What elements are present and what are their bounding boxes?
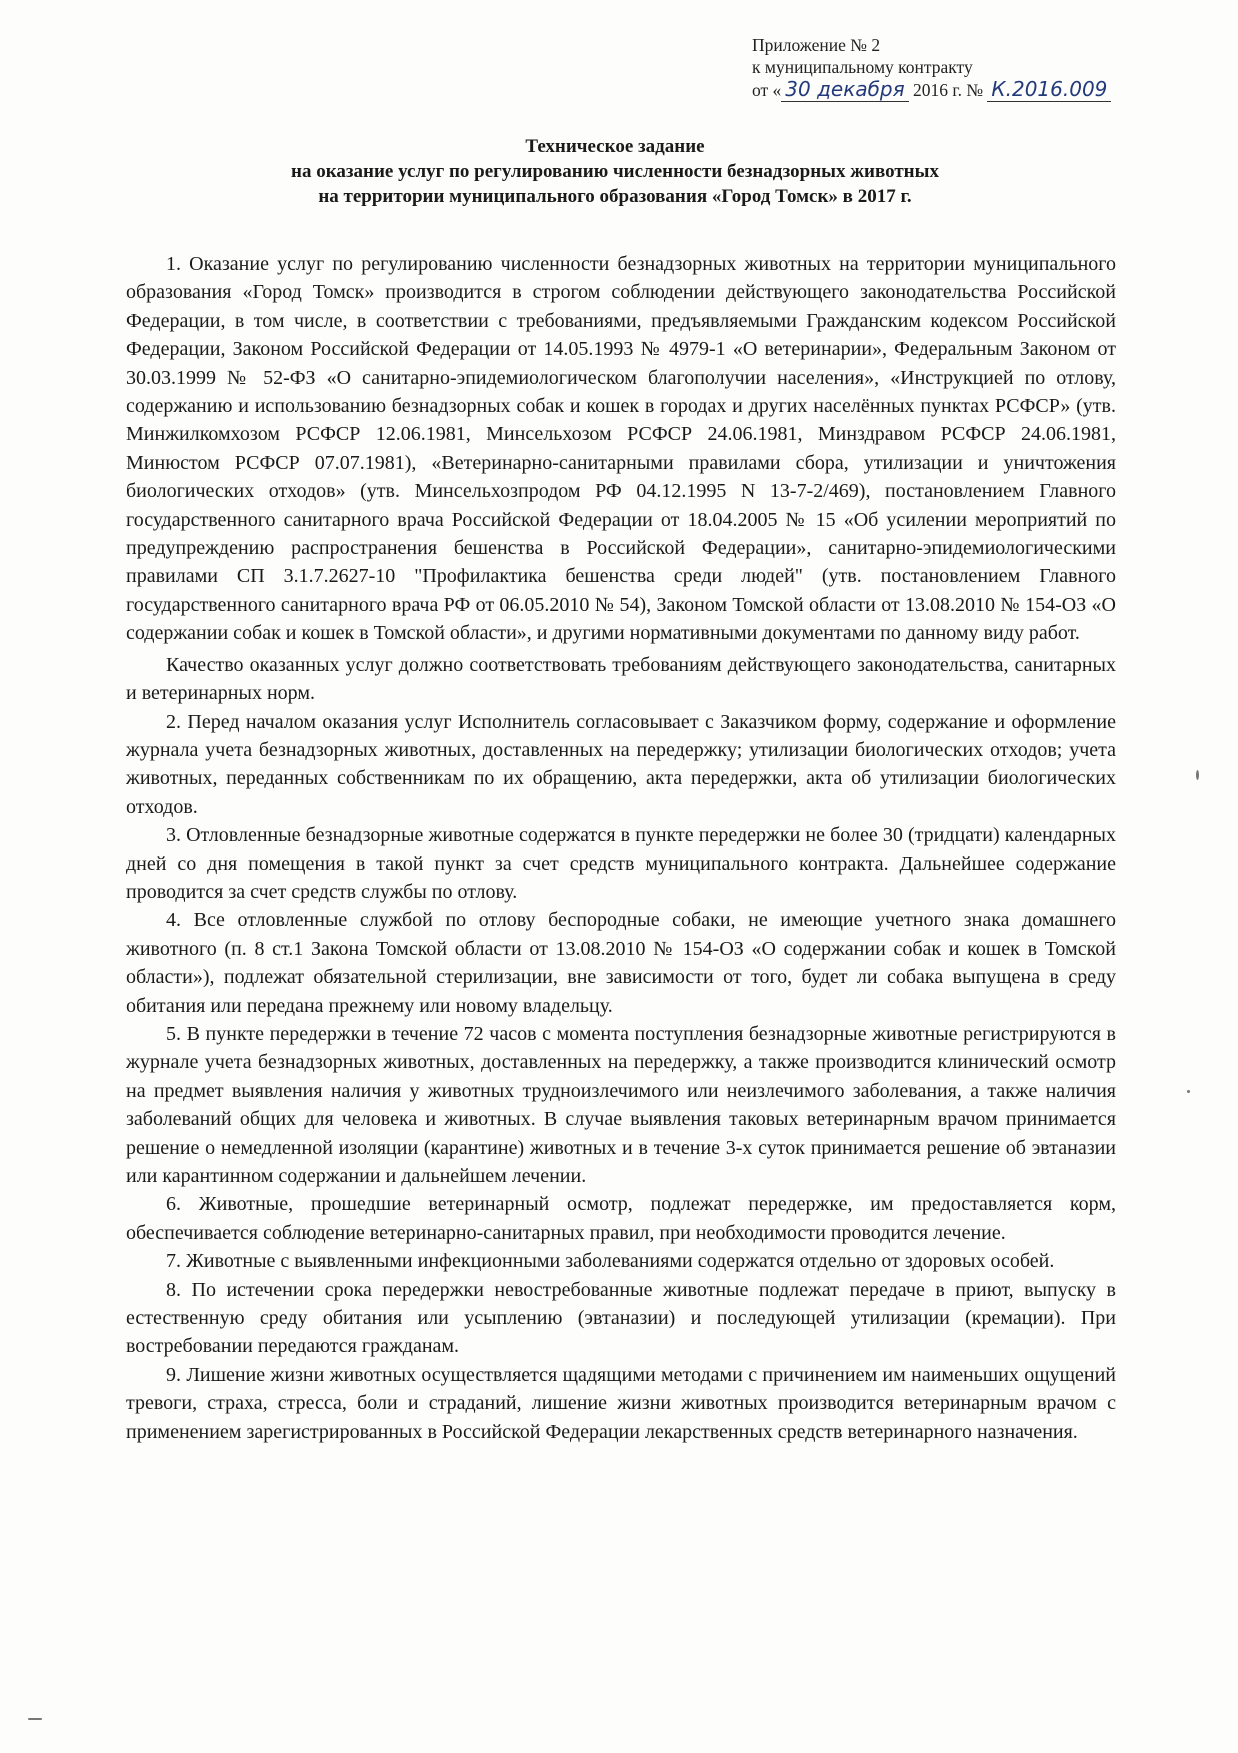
paragraph-4: 4. Все отловленные службой по отлову беспородные собаки, не имеющие учетного знака домашнего животного (п. 8 ст.1 Закона Томской области от 13.08.2010 № 154-ОЗ «О содержании собак и кошек в Томской области»), подлежат обязательной стерилизации, вне зависимости от того, будет ли собака выпущена в среду обитания или передана прежнему или новому владельцу.: [126, 909, 1116, 1017]
paragraph-2: 2. Перед началом оказания услуг Исполнитель согласовывает с Заказчиком форму, содержание и оформление журнала учета безнадзорных животных, доставленных на передержку; утилизации биологических отходов; учета животных, переданных собственникам по их обращению, акта передержки, акта об утилизации биологических отходов.: [126, 710, 1116, 818]
handwritten-contract-number: К.2016.009: [987, 77, 1111, 102]
annex-year: 2016 г. №: [913, 80, 984, 100]
annex-contract-ref: к муниципальному контракту: [752, 57, 973, 77]
title-line-3: на территории муниципального образования «Город Томск» в 2017 г.: [318, 186, 912, 207]
paragraph-8: 8. По истечении срока передержки невостребованные животные подлежат передаче в приют, выпуску в естественную среду обитания или усыплению (эвтаназии) и последующей утилизации (кремации). При востребовании передаются гражданам.: [126, 1278, 1116, 1358]
paragraph-7: 7. Животные с выявленными инфекционными заболеваниями содержатся отдельно от здоровых особей.: [166, 1250, 1055, 1273]
scan-speck: [1196, 770, 1199, 780]
title-line-1: Техническое задание: [525, 136, 705, 157]
paragraph-3: 3. Отловленные безнадзорные животные содержатся в пункте передержки не более 30 (тридцати) календарных дней со дня помещения в такой пункт за счет средств муниципального контракта. Дальнейшее содержание проводится за счет средств службы по отлову.: [126, 824, 1116, 903]
annex-header: [752, 34, 1111, 101]
paragraph-quality: Качество оказанных услуг должно соответствовать требованиям действующего законодательства, санитарных и ветеринарных норм.: [126, 653, 1116, 705]
document-title: [120, 134, 1110, 209]
document-body: [126, 250, 1116, 1446]
paragraph-5: 5. В пункте передержки в течение 72 часов с момента поступления безнадзорные животные регистрируются в журнале учета безнадзорных животных, доставленных на передержку, а также производится клинический осмотр на предмет выявления наличия у животных трудноизлечимого или неизлечимого заболевания, а также наличия заболеваний общих для человека и животных. В случае выявления таковых ветеринарным врачом принимается решение о немедленной изоляции (карантине) животных и в течение 3-х суток принимается решение об эвтаназии или карантинном содержании и дальнейшем лечении.: [126, 1022, 1116, 1187]
annex-date-line: [752, 78, 1111, 101]
handwritten-date: 30 декабря: [781, 77, 908, 102]
title-line-2: на оказание услуг по регулированию численности безнадзорных животных: [291, 161, 939, 182]
scan-speck: [1187, 1090, 1190, 1093]
paragraph-6: 6. Животные, прошедшие ветеринарный осмотр, подлежат передержке, им предоставляется корм, обеспечивается соблюдение ветеринарно-санитарных правил, при необходимости проводится лечение.: [126, 1193, 1116, 1244]
paragraph-9: 9. Лишение жизни животных осуществляется щадящими методами с причинением им наименьших ощущений тревоги, страха, стресса, боли и страданий, лишение жизни животных производится ветеринарным врачом с применением зарегистрированных в Российской Федерации лекарственных средств ветеринарного назначения.: [126, 1363, 1116, 1443]
annex-title: Приложение № 2: [752, 35, 881, 55]
annex-from-prefix: от «: [752, 80, 782, 100]
paragraph-1: 1. Оказание услуг по регулированию численности безнадзорных животных на территории муниципального образования «Город Томск» производится в строгом соблюдении действующего законодательства Российской Федерации, в том числе, в соответствии с требованиями, предъявляемыми Гражданским кодексом Российской Федерации, Законом Российской Федерации от 14.05.1993 № 4979-1 «О ветеринарии», Федеральным Законом от 30.03.1999 № 52-ФЗ «О санитарно-эпидемиологическом благополучии населения», «Инструкцией по отлову, содержанию и использованию безнадзорных собак и кошек в городах и других населённых пунктах РСФСР» (утв. Минжилкомхозом РСФСР 12.06.1981, Минсельхозом РСФСР 24.06.1981, Минздравом РСФСР 24.06.1981, Минюстом РСФСР 07.07.1981), «Ветеринарно-санитарными правилами сбора, утилизации и уничтожения биологических отходов» (утв. Минсельхозпродом РФ 04.12.1995 N 13-7-2/469), постановлением Главного государственного санитарного врача Российской Федерации от 18.04.2005 № 15 «Об усилении мероприятий по предупреждению распространения бешенства в Российской Федерации», санитарно-эпидемиологическими правилами СП 3.1.7.2627-10 "Профилактика бешенства среди людей" (утв. постановлением Главного государственного санитарного врача РФ от 06.05.2010 № 54), Законом Томской области от 13.08.2010 № 154-ОЗ «О содержании собак и кошек в Томской области», и другими нормативными документами по данному виду работ.: [126, 253, 1116, 645]
scan-speck: [28, 1718, 42, 1720]
